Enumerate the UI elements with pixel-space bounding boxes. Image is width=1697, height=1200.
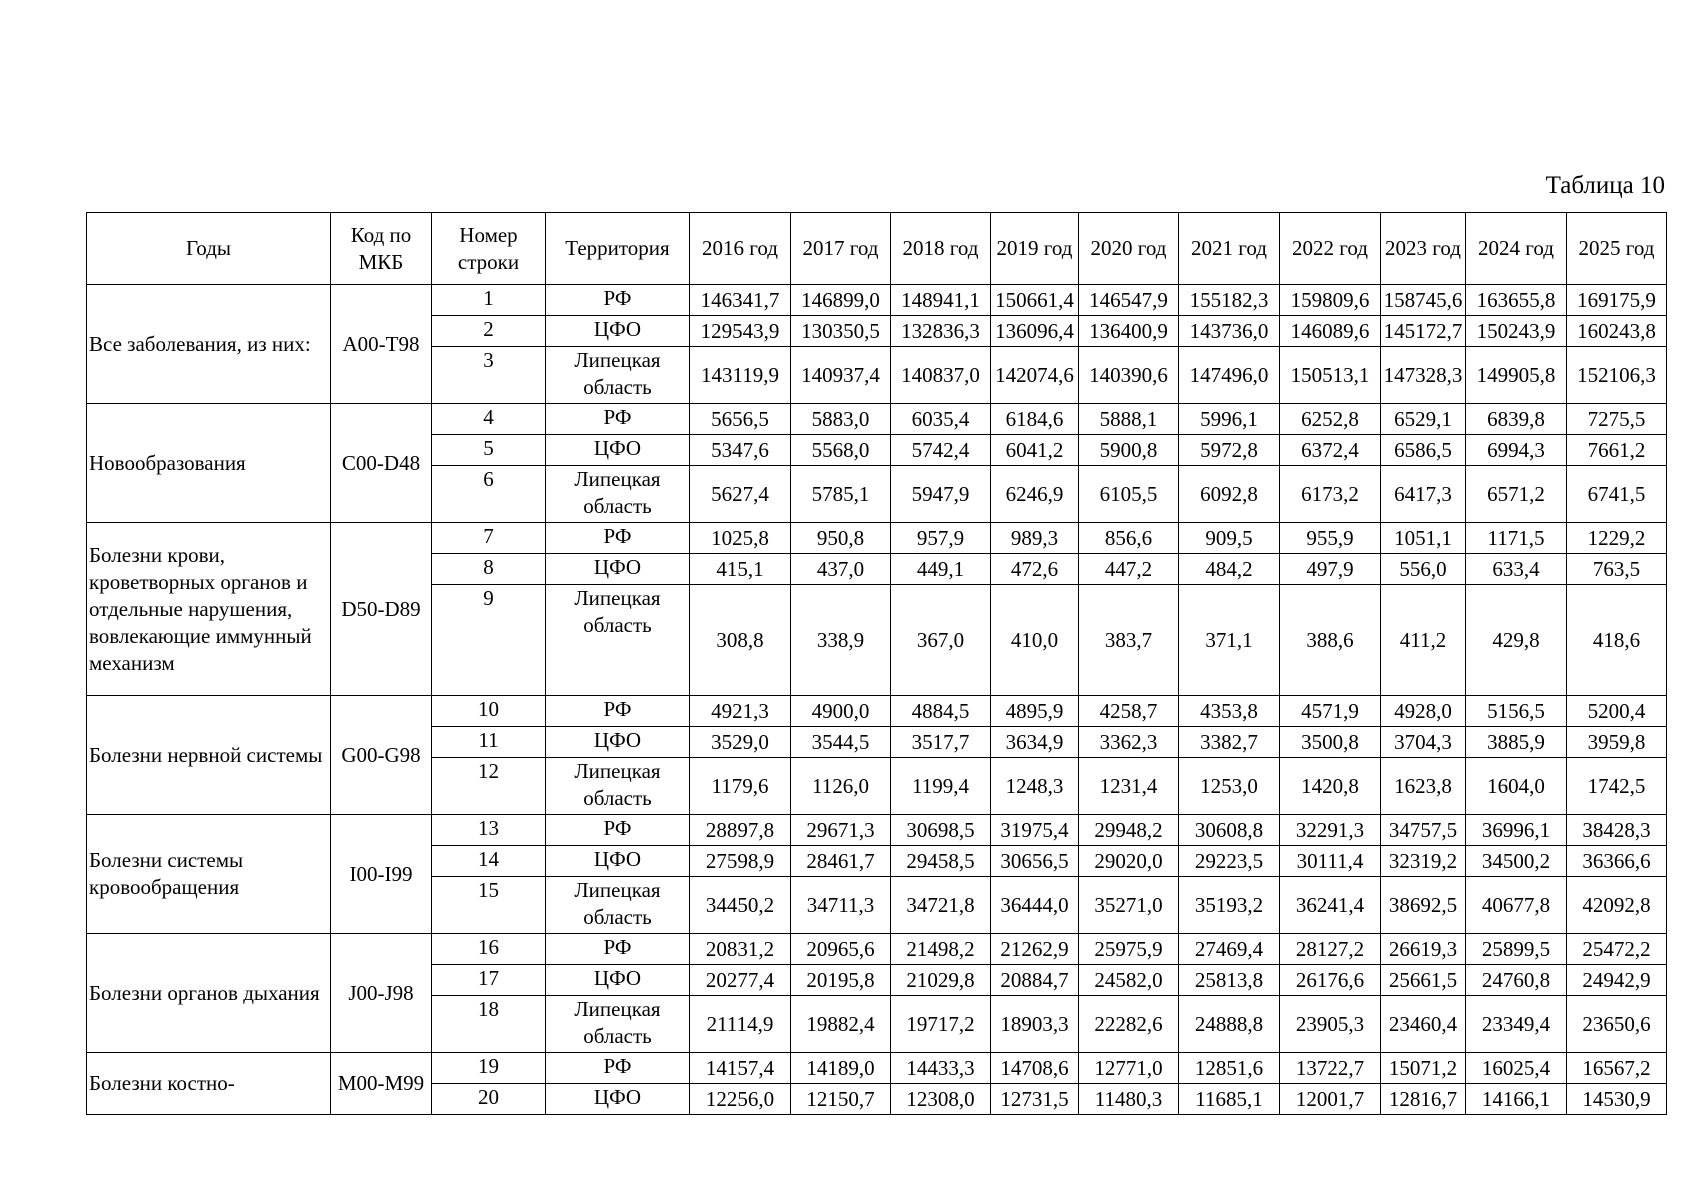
value-cell: 11685,1 (1179, 1084, 1280, 1115)
value-cell: 6417,3 (1381, 466, 1466, 523)
icd-code-cell: М00-М99 (331, 1053, 432, 1115)
value-cell: 472,6 (991, 554, 1079, 585)
value-cell: 24760,8 (1466, 965, 1567, 996)
value-cell: 5347,6 (690, 435, 791, 466)
territory-cell: РФ (546, 696, 690, 727)
value-cell: 6035,4 (891, 404, 991, 435)
row-number-cell: 20 (432, 1084, 546, 1115)
value-cell: 12731,5 (991, 1084, 1079, 1115)
territory-cell: РФ (546, 285, 690, 316)
value-cell: 1171,5 (1466, 523, 1567, 554)
territory-cell: ЦФО (546, 554, 690, 585)
value-cell: 1231,4 (1079, 758, 1179, 815)
row-number-cell: 13 (432, 815, 546, 846)
table-body (87, 285, 1667, 1115)
value-cell: 29458,5 (891, 846, 991, 877)
value-cell: 36366,6 (1567, 846, 1667, 877)
value-cell: 158745,6 (1381, 285, 1466, 316)
value-cell: 40677,8 (1466, 877, 1567, 934)
value-cell: 14708,6 (991, 1053, 1079, 1084)
value-cell: 23460,4 (1381, 996, 1466, 1053)
value-cell: 29671,3 (791, 815, 891, 846)
territory-cell: Липецкая область (546, 347, 690, 404)
value-cell: 25899,5 (1466, 934, 1567, 965)
value-cell: 20277,4 (690, 965, 791, 996)
value-cell: 909,5 (1179, 523, 1280, 554)
header-cell: 2016 год (690, 213, 791, 285)
value-cell: 152106,3 (1567, 347, 1667, 404)
value-cell: 12256,0 (690, 1084, 791, 1115)
table-row (87, 1053, 1667, 1084)
group-name-cell: Болезни системы кровообращения (87, 815, 331, 934)
territory-cell: ЦФО (546, 846, 690, 877)
value-cell: 145172,7 (1381, 316, 1466, 347)
row-number-cell: 17 (432, 965, 546, 996)
value-cell: 6372,4 (1280, 435, 1381, 466)
value-cell: 6529,1 (1381, 404, 1466, 435)
value-cell: 6092,8 (1179, 466, 1280, 523)
value-cell: 7275,5 (1567, 404, 1667, 435)
value-cell: 12771,0 (1079, 1053, 1179, 1084)
value-cell: 497,9 (1280, 554, 1381, 585)
value-cell: 447,2 (1079, 554, 1179, 585)
data-table (86, 212, 1667, 1115)
value-cell: 34757,5 (1381, 815, 1466, 846)
value-cell: 32319,2 (1381, 846, 1466, 877)
header-cell: 2023 год (1381, 213, 1466, 285)
value-cell: 28461,7 (791, 846, 891, 877)
value-cell: 3885,9 (1466, 727, 1567, 758)
value-cell: 147328,3 (1381, 347, 1466, 404)
territory-cell: РФ (546, 815, 690, 846)
header-cell: 2024 год (1466, 213, 1567, 285)
icd-code-cell: D50-D89 (331, 523, 432, 696)
value-cell: 556,0 (1381, 554, 1466, 585)
header-cell: Территория (546, 213, 690, 285)
value-cell: 410,0 (991, 585, 1079, 696)
value-cell: 28127,2 (1280, 934, 1381, 965)
value-cell: 38428,3 (1567, 815, 1667, 846)
value-cell: 13722,7 (1280, 1053, 1381, 1084)
value-cell: 5883,0 (791, 404, 891, 435)
table-row (87, 934, 1667, 965)
table-caption: Таблица 10 (1545, 172, 1665, 199)
value-cell: 12001,7 (1280, 1084, 1381, 1115)
value-cell: 29223,5 (1179, 846, 1280, 877)
group-name-cell: Болезни костно- (87, 1053, 331, 1115)
value-cell: 34711,3 (791, 877, 891, 934)
value-cell: 5200,4 (1567, 696, 1667, 727)
value-cell: 1126,0 (791, 758, 891, 815)
icd-code-cell: G00-G98 (331, 696, 432, 815)
value-cell: 4884,5 (891, 696, 991, 727)
icd-code-cell: А00-Т98 (331, 285, 432, 404)
value-cell: 14166,1 (1466, 1084, 1567, 1115)
value-cell: 35271,0 (1079, 877, 1179, 934)
value-cell: 21029,8 (891, 965, 991, 996)
value-cell: 150661,4 (991, 285, 1079, 316)
value-cell: 3500,8 (1280, 727, 1381, 758)
row-number-cell: 6 (432, 466, 546, 523)
value-cell: 30656,5 (991, 846, 1079, 877)
value-cell: 4928,0 (1381, 696, 1466, 727)
value-cell: 26176,6 (1280, 965, 1381, 996)
value-cell: 140837,0 (891, 347, 991, 404)
header-cell: 2025 год (1567, 213, 1667, 285)
value-cell: 1604,0 (1466, 758, 1567, 815)
value-cell: 1229,2 (1567, 523, 1667, 554)
territory-cell: Липецкая область (546, 585, 690, 696)
group-name-cell: Болезни крови, кроветворных органов и отдельные нарушения, вовлекающие иммунный механизм (87, 523, 331, 696)
territory-cell: РФ (546, 523, 690, 554)
value-cell: 6571,2 (1466, 466, 1567, 523)
group-name-cell: Болезни органов дыхания (87, 934, 331, 1053)
value-cell: 308,8 (690, 585, 791, 696)
value-cell: 5568,0 (791, 435, 891, 466)
value-cell: 1742,5 (1567, 758, 1667, 815)
value-cell: 20195,8 (791, 965, 891, 996)
value-cell: 1051,1 (1381, 523, 1466, 554)
value-cell: 129543,9 (690, 316, 791, 347)
value-cell: 20884,7 (991, 965, 1079, 996)
value-cell: 6041,2 (991, 435, 1079, 466)
value-cell: 14433,3 (891, 1053, 991, 1084)
value-cell: 5900,8 (1079, 435, 1179, 466)
header-cell: 2019 год (991, 213, 1079, 285)
value-cell: 11480,3 (1079, 1084, 1179, 1115)
value-cell: 27598,9 (690, 846, 791, 877)
value-cell: 4353,8 (1179, 696, 1280, 727)
value-cell: 484,2 (1179, 554, 1280, 585)
value-cell: 155182,3 (1179, 285, 1280, 316)
value-cell: 146547,9 (1079, 285, 1179, 316)
row-number-cell: 14 (432, 846, 546, 877)
value-cell: 3634,9 (991, 727, 1079, 758)
territory-cell: Липецкая область (546, 758, 690, 815)
row-number-cell: 7 (432, 523, 546, 554)
header-cell: Годы (87, 213, 331, 285)
territory-cell: ЦФО (546, 316, 690, 347)
value-cell: 146899,0 (791, 285, 891, 316)
table-row (87, 696, 1667, 727)
header-cell: 2017 год (791, 213, 891, 285)
value-cell: 42092,8 (1567, 877, 1667, 934)
value-cell: 4571,9 (1280, 696, 1381, 727)
row-number-cell: 15 (432, 877, 546, 934)
value-cell: 19717,2 (891, 996, 991, 1053)
value-cell: 388,6 (1280, 585, 1381, 696)
value-cell: 5742,4 (891, 435, 991, 466)
territory-cell: Липецкая область (546, 996, 690, 1053)
value-cell: 163655,8 (1466, 285, 1567, 316)
value-cell: 5888,1 (1079, 404, 1179, 435)
value-cell: 6184,6 (991, 404, 1079, 435)
territory-cell: РФ (546, 404, 690, 435)
value-cell: 12816,7 (1381, 1084, 1466, 1115)
value-cell: 21114,9 (690, 996, 791, 1053)
value-cell: 6105,5 (1079, 466, 1179, 523)
row-number-cell: 5 (432, 435, 546, 466)
row-number-cell: 1 (432, 285, 546, 316)
value-cell: 23349,4 (1466, 996, 1567, 1053)
value-cell: 950,8 (791, 523, 891, 554)
header-cell: 2021 год (1179, 213, 1280, 285)
value-cell: 146341,7 (690, 285, 791, 316)
value-cell: 38692,5 (1381, 877, 1466, 934)
row-number-cell: 11 (432, 727, 546, 758)
value-cell: 449,1 (891, 554, 991, 585)
territory-cell: ЦФО (546, 727, 690, 758)
value-cell: 12308,0 (891, 1084, 991, 1115)
value-cell: 150513,1 (1280, 347, 1381, 404)
territory-cell: ЦФО (546, 1084, 690, 1115)
value-cell: 437,0 (791, 554, 891, 585)
value-cell: 35193,2 (1179, 877, 1280, 934)
header-row (87, 213, 1667, 285)
value-cell: 955,9 (1280, 523, 1381, 554)
territory-cell: РФ (546, 934, 690, 965)
value-cell: 7661,2 (1567, 435, 1667, 466)
table-row (87, 523, 1667, 554)
value-cell: 159809,6 (1280, 285, 1381, 316)
value-cell: 5996,1 (1179, 404, 1280, 435)
value-cell: 146089,6 (1280, 316, 1381, 347)
value-cell: 429,8 (1466, 585, 1567, 696)
value-cell: 149905,8 (1466, 347, 1567, 404)
group-name-cell: Новообразования (87, 404, 331, 523)
territory-cell: РФ (546, 1053, 690, 1084)
value-cell: 6741,5 (1567, 466, 1667, 523)
value-cell: 136400,9 (1079, 316, 1179, 347)
value-cell: 12851,6 (1179, 1053, 1280, 1084)
value-cell: 36241,4 (1280, 877, 1381, 934)
value-cell: 415,1 (690, 554, 791, 585)
territory-cell: Липецкая область (546, 877, 690, 934)
value-cell: 143119,9 (690, 347, 791, 404)
value-cell: 371,1 (1179, 585, 1280, 696)
value-cell: 6839,8 (1466, 404, 1567, 435)
row-number-cell: 16 (432, 934, 546, 965)
header-cell: 2020 год (1079, 213, 1179, 285)
row-number-cell: 2 (432, 316, 546, 347)
value-cell: 30698,5 (891, 815, 991, 846)
header-cell: Номер строки (432, 213, 546, 285)
value-cell: 30608,8 (1179, 815, 1280, 846)
header-cell: 2018 год (891, 213, 991, 285)
value-cell: 3362,3 (1079, 727, 1179, 758)
value-cell: 23650,6 (1567, 996, 1667, 1053)
value-cell: 338,9 (791, 585, 891, 696)
value-cell: 1199,4 (891, 758, 991, 815)
group-name-cell: Все заболевания, из них: (87, 285, 331, 404)
value-cell: 383,7 (1079, 585, 1179, 696)
value-cell: 989,3 (991, 523, 1079, 554)
value-cell: 169175,9 (1567, 285, 1667, 316)
value-cell: 132836,3 (891, 316, 991, 347)
value-cell: 411,2 (1381, 585, 1466, 696)
value-cell: 5947,9 (891, 466, 991, 523)
row-number-cell: 9 (432, 585, 546, 696)
value-cell: 6173,2 (1280, 466, 1381, 523)
icd-code-cell: С00-D48 (331, 404, 432, 523)
value-cell: 6252,8 (1280, 404, 1381, 435)
value-cell: 6246,9 (991, 466, 1079, 523)
table-row (87, 285, 1667, 316)
value-cell: 21498,2 (891, 934, 991, 965)
value-cell: 1420,8 (1280, 758, 1381, 815)
value-cell: 14530,9 (1567, 1084, 1667, 1115)
value-cell: 29948,2 (1079, 815, 1179, 846)
value-cell: 24888,8 (1179, 996, 1280, 1053)
value-cell: 18903,3 (991, 996, 1079, 1053)
value-cell: 36996,1 (1466, 815, 1567, 846)
row-number-cell: 12 (432, 758, 546, 815)
row-number-cell: 10 (432, 696, 546, 727)
value-cell: 30111,4 (1280, 846, 1381, 877)
group-name-cell: Болезни нервной системы (87, 696, 331, 815)
value-cell: 14189,0 (791, 1053, 891, 1084)
value-cell: 4258,7 (1079, 696, 1179, 727)
value-cell: 3544,5 (791, 727, 891, 758)
value-cell: 418,6 (1567, 585, 1667, 696)
value-cell: 25975,9 (1079, 934, 1179, 965)
value-cell: 26619,3 (1381, 934, 1466, 965)
value-cell: 34721,8 (891, 877, 991, 934)
territory-cell: ЦФО (546, 435, 690, 466)
value-cell: 140937,4 (791, 347, 891, 404)
value-cell: 25472,2 (1567, 934, 1667, 965)
value-cell: 21262,9 (991, 934, 1079, 965)
value-cell: 3382,7 (1179, 727, 1280, 758)
value-cell: 34500,2 (1466, 846, 1567, 877)
row-number-cell: 18 (432, 996, 546, 1053)
icd-code-cell: I00-I99 (331, 815, 432, 934)
value-cell: 147496,0 (1179, 347, 1280, 404)
value-cell: 1179,6 (690, 758, 791, 815)
value-cell: 150243,9 (1466, 316, 1567, 347)
value-cell: 6586,5 (1381, 435, 1466, 466)
value-cell: 4895,9 (991, 696, 1079, 727)
value-cell: 4921,3 (690, 696, 791, 727)
value-cell: 20965,6 (791, 934, 891, 965)
value-cell: 23905,3 (1280, 996, 1381, 1053)
value-cell: 633,4 (1466, 554, 1567, 585)
value-cell: 1253,0 (1179, 758, 1280, 815)
value-cell: 25661,5 (1381, 965, 1466, 996)
value-cell: 15071,2 (1381, 1053, 1466, 1084)
header-cell: Код по МКБ (331, 213, 432, 285)
value-cell: 22282,6 (1079, 996, 1179, 1053)
table-row (87, 815, 1667, 846)
value-cell: 136096,4 (991, 316, 1079, 347)
value-cell: 140390,6 (1079, 347, 1179, 404)
value-cell: 5972,8 (1179, 435, 1280, 466)
value-cell: 4900,0 (791, 696, 891, 727)
value-cell: 1248,3 (991, 758, 1079, 815)
value-cell: 856,6 (1079, 523, 1179, 554)
icd-code-cell: J00-J98 (331, 934, 432, 1053)
value-cell: 16025,4 (1466, 1053, 1567, 1084)
value-cell: 34450,2 (690, 877, 791, 934)
value-cell: 31975,4 (991, 815, 1079, 846)
value-cell: 5156,5 (1466, 696, 1567, 727)
header-cell: 2022 год (1280, 213, 1381, 285)
territory-cell: Липецкая область (546, 466, 690, 523)
value-cell: 160243,8 (1567, 316, 1667, 347)
row-number-cell: 4 (432, 404, 546, 435)
value-cell: 1025,8 (690, 523, 791, 554)
row-number-cell: 8 (432, 554, 546, 585)
value-cell: 367,0 (891, 585, 991, 696)
value-cell: 143736,0 (1179, 316, 1280, 347)
row-number-cell: 19 (432, 1053, 546, 1084)
value-cell: 36444,0 (991, 877, 1079, 934)
value-cell: 19882,4 (791, 996, 891, 1053)
value-cell: 24942,9 (1567, 965, 1667, 996)
value-cell: 5656,5 (690, 404, 791, 435)
value-cell: 5627,4 (690, 466, 791, 523)
value-cell: 5785,1 (791, 466, 891, 523)
value-cell: 957,9 (891, 523, 991, 554)
value-cell: 20831,2 (690, 934, 791, 965)
value-cell: 148941,1 (891, 285, 991, 316)
value-cell: 12150,7 (791, 1084, 891, 1115)
row-number-cell: 3 (432, 347, 546, 404)
value-cell: 142074,6 (991, 347, 1079, 404)
value-cell: 3517,7 (891, 727, 991, 758)
value-cell: 14157,4 (690, 1053, 791, 1084)
value-cell: 24582,0 (1079, 965, 1179, 996)
value-cell: 3704,3 (1381, 727, 1466, 758)
table-row (87, 404, 1667, 435)
value-cell: 29020,0 (1079, 846, 1179, 877)
value-cell: 6994,3 (1466, 435, 1567, 466)
value-cell: 32291,3 (1280, 815, 1381, 846)
value-cell: 25813,8 (1179, 965, 1280, 996)
territory-cell: ЦФО (546, 965, 690, 996)
value-cell: 1623,8 (1381, 758, 1466, 815)
value-cell: 27469,4 (1179, 934, 1280, 965)
value-cell: 28897,8 (690, 815, 791, 846)
value-cell: 763,5 (1567, 554, 1667, 585)
value-cell: 130350,5 (791, 316, 891, 347)
value-cell: 16567,2 (1567, 1053, 1667, 1084)
value-cell: 3959,8 (1567, 727, 1667, 758)
value-cell: 3529,0 (690, 727, 791, 758)
